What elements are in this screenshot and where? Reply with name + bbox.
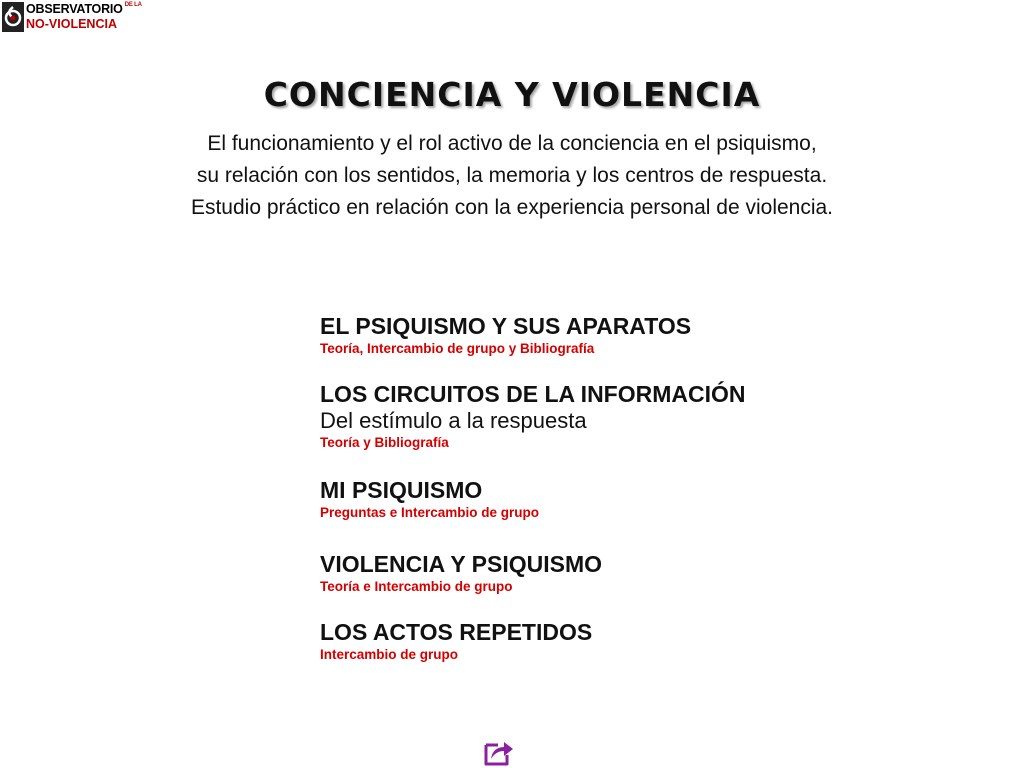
logo-mark-icon — [2, 2, 24, 32]
logo-text-line1: OBSERVATORIO $^{DE LA}$ — [26, 2, 142, 16]
section-title: VIOLENCIA Y PSIQUISMO — [320, 551, 603, 577]
section-note: Intercambio de grupo — [320, 647, 459, 662]
section-psiquismo-aparatos[interactable] — [320, 312, 691, 357]
logo-text-line2: NO-VIOLENCIA — [26, 17, 117, 31]
section-note: Teoría, Intercambio de grupo y Bibliografía — [320, 341, 595, 356]
section-title: EL PSIQUISMO Y SUS APARATOS — [320, 313, 692, 339]
subtitle-line-1: El funcionamiento y el rol activo de la conciencia en el psiquismo, — [207, 132, 817, 155]
section-title: LOS ACTOS REPETIDOS — [320, 619, 593, 645]
section-note: Teoría e Intercambio de grupo — [320, 579, 513, 594]
share-arrow-icon[interactable] — [482, 737, 516, 767]
subtitle-line-3: Estudio práctico en relación con la experiencia personal de violencia. — [190, 196, 834, 219]
section-actos-repetidos[interactable] — [320, 618, 592, 663]
subtitle-line-2: su relación con los sentidos, la memoria y los centros de respuesta. — [196, 164, 828, 187]
page-subtitle — [0, 128, 1024, 224]
section-note: Teoría y Bibliografía — [320, 435, 449, 450]
logo-text-dela: DE LA — [124, 2, 142, 8]
section-violencia-psiquismo[interactable] — [320, 550, 602, 595]
section-note: Preguntas e Intercambio de grupo — [320, 505, 540, 520]
section-mi-psiquismo[interactable] — [320, 476, 539, 521]
section-title: MI PSIQUISMO — [320, 477, 483, 503]
section-title: LOS CIRCUITOS DE LA INFORMACIÓN — [320, 381, 746, 407]
section-circuitos-informacion[interactable] — [320, 380, 746, 451]
logo — [2, 2, 162, 32]
page-title: CONCIENCIA Y VIOLENCIA — [263, 75, 761, 114]
section-subtitle: Del estímulo a la respuesta — [320, 408, 587, 433]
